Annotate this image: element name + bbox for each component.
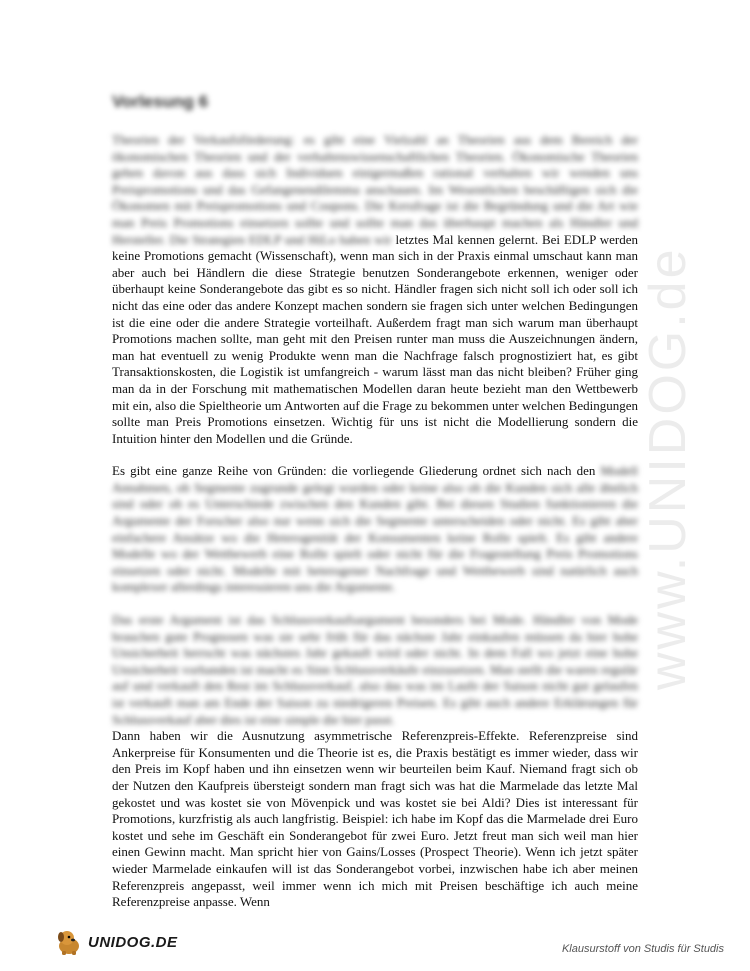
watermark: www.UNIDOG.de (639, 246, 697, 690)
paragraph-2 (112, 463, 638, 596)
dog-mascot-icon (54, 928, 84, 956)
visible-text: letztes Mal kennen gelernt. Bei EDLP werden keine Promotions gemacht (Wissenschaft), wenn man sich in der Praxis einmal umschaut kann man aber auch bei Händlern die diese Strategie benutzen Sonderangebote erkennen, weniger oder überhaupt keine Sonderangebote das gibt es so nicht. Händler fragen sich nicht soll ich oder soll ich nicht das eine oder das andere Konzept machen sondern sie fragen sich unter welchen Bedingungen ist die eine oder die andere Strategie vorteilhaft. Außerdem fragt man sich warum man überhaupt Promotions machen sollte, man geht mit den Preisen runter man muss die Auszeichnungen ändern, man hat eventuell zu wenig Produkte wenn man die Nachfrage falsch prognostiziert hat, es gibt Transaktionskosten, die Logistik ist umfangreich - warum lässt man das nicht bleiben? Früher ging man da in der Forschung mit mathematischen Modellen daran heute bezieht man den Wettbewerb mit ein, also die Spieltheorie um Antworten auf die Frage zu bekommen unter welchen Bedingungen sollte man Preis Promotions einsetzen. Wichtig für uns ist nicht die Modellierung sondern die Intuition hinter den Modellen und die Gründe. (112, 231, 639, 446)
blurred-text: Modell Annahmen, ob Segmente zugrunde gelegt wurden oder keine also ob die Kunden sich alle ähnlich sind oder ob es Unterschiede zwischen den Kunden gibt. Bei diesen Studien funktionieren die Argumente der Forscher also nur wenn sich die Segmente unterscheiden oder nicht. Es gibt aber einfachere Ansätze wo die Heterogenität der Konsumenten keine Rolle spielt. Es gibt andere Modelle wo der Wettbewerb eine Rolle spielt oder nicht für die Fragestellung Preis Promotions einsetzen oder nicht. Modelle mit heterogener Nachfrage und Wettbewerb sind natürlich auch komplexer allerdings interessieren uns die Argumente. (112, 463, 639, 595)
blurred-text: Das erste Argument ist das Schlussverkaufsargument besonders bei Mode. Händler von Mode brauchen gute Prognosen was sie sehr früh für das nächste Jahr einkaufen müssen da hier hohe Unsicherheit herrscht was nächstes Jahr gekauft wird oder nicht. In dem Fall wo jetzt eine hohe Unsicherheit vorhanden ist macht es Sinn Schlussverkäufe einzusetzen. Man stellt die waren regulär auf und verkauft den Rest im Schlussverkauf, also das was im Laufe der Saison nicht gut gelaufen ist verkauft man am Ende der Saison zu niedrigeren Preisen. Es gibt auch andere Erklärungen für Schlussverkauf aber dies ist eine simple die hier passt. (112, 612, 638, 727)
logo-text: UNIDOG.DE (88, 933, 178, 951)
blurred-text: Theorien der Verkaufsförderung: es gibt eine Vielzahl an Theorien aus dem Bereich der ökonomischen Theorien und der verhaltenswissenschaftlichen Theorien. Ökonomische Theorien gehen davon aus dass sich Individuen einigermaßen rational verhalten wir wenden uns Preispromotions und das Gefangenendilemma anschauen. Im Wesentlichen beschäftigen sich die Ökonomen mit Preispromotions und Coupons. Die Kerufrage ist die Begründung und die Art wie man Preis Promotions einsetzen sollte und sollte man das überhaupt machen als Händler und Hersteller. Die Strategien EDLP und HiLo haben wir (112, 132, 638, 247)
footer-tagline: Klausurstoff von Studis für Studis (561, 943, 724, 955)
visible-text: Es gibt eine ganze Reihe von Gründen: die vorliegende Gliederung ordnet sich nach den (112, 463, 596, 479)
page-title: Vorlesung 6 (112, 92, 209, 111)
paragraph-1 (112, 132, 638, 447)
paragraph-4 (112, 728, 638, 911)
paragraph-3 (112, 612, 638, 728)
unidog-logo (54, 928, 178, 956)
document-content (112, 92, 638, 911)
visible-text: Dann haben wir die Ausnutzung asymmetrische Referenzpreis-Effekte. Referenzpreise sind Ankerpreise für Konsumenten und die Theorie ist es, die Praxis bestätigt es immer wieder, dass wir den Preis im Kopf haben und ihn einsetzen wenn wir beurteilen beim Kauf. Niemand fragt sich ob der Nutzen den Kaufpreis übersteigt sondern man fragt sich was hat die Marmelade das letzte Mal gekostet und was kostet sie von Mövenpick und was kostet sie bei Aldi? Dies ist interessant für Promotions, kurzfristig als auch langfristig. Beispiel: ich habe im Kopf das die Marmelade drei Euro kostet und sehe im Geschäft ein Sonderangebot für zwei Euro. Jetzt freut man sich weil man hier einen Gewinn macht. Man spricht hier von Gains/Losses (Prospect Theorie). Wenn ich jetzt später wieder Marmelade einkaufen will ist das Sonderangebot vorbei, inzwischen habe ich aber meinen Referenzpreis angepasst, weil immer wenn ich mich mit Preisen beschäftige ich auch meine Referenzpreise anpasse. Wenn (112, 728, 638, 910)
